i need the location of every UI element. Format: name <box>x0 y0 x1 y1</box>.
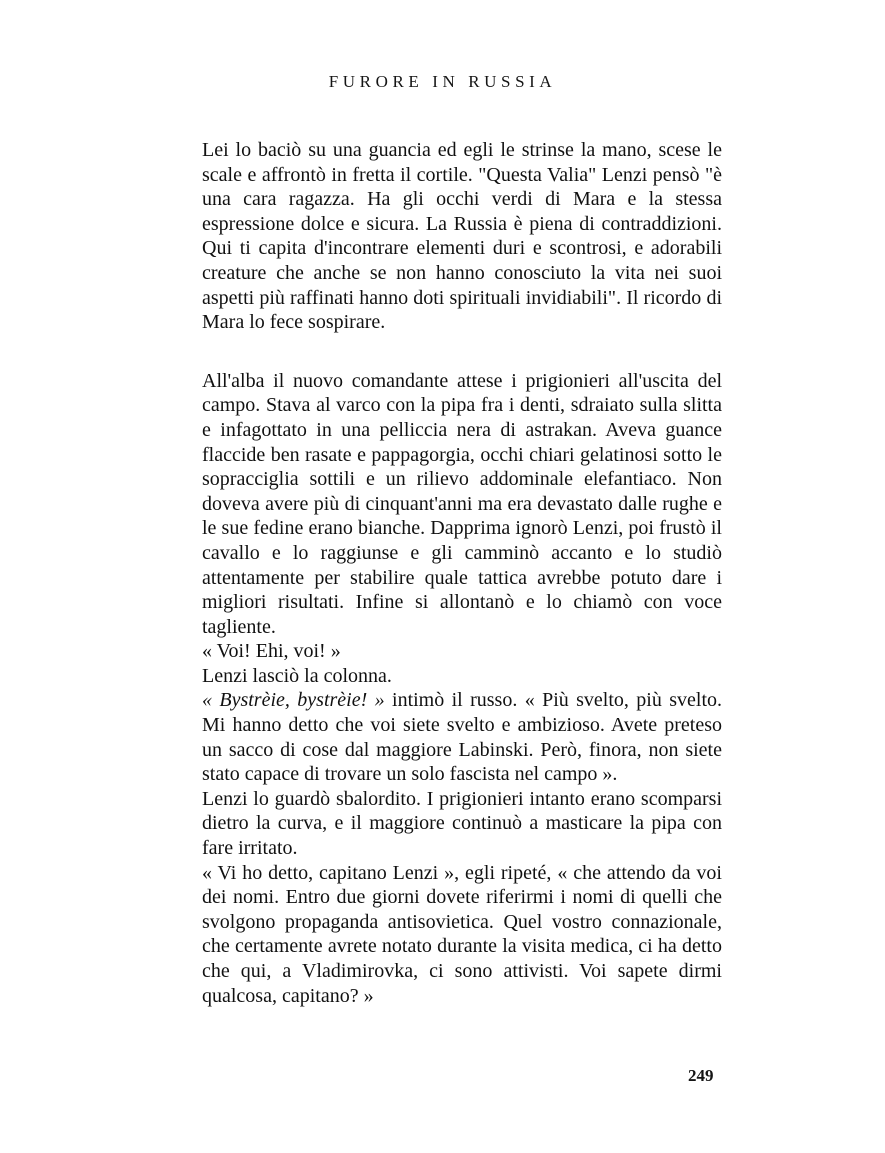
paragraph-7: « Vi ho detto, capitano Lenzi », egli ripeté, « che attendo da voi dei nomi. Entro due giorni dovete riferirmi i nomi di quelli che svolgono propaganda antisovietica. Quel vostro connazionale, che certamente avrete notato durante la visita medica, ci ha detto che qui, a Vladimirovka, ci sono attivisti. Voi sapete dirmi qualcosa, capitano? » <box>202 861 722 1007</box>
paragraph-3: « Voi! Ehi, voi! » <box>202 640 341 663</box>
paragraph-5 <box>202 688 722 786</box>
page-number: 249 <box>688 1066 714 1085</box>
paragraph-1: Lei lo baciò su una guancia ed egli le strinse la mano, scese le scale e affrontò in fretta il cortile. "Questa Valia" Lenzi pensò "è una cara ragazza. Ha gli occhi verdi di Mara e la stessa espressione dolce e sicura. La Russia è piena di contraddizioni. Qui ti capita d'incontrare elementi duri e scontrosi, e adorabili creature che anche se non hanno conosciuto la vita nei suoi aspetti più raffinati hanno doti spirituali invidiabili". Il ricordo di Mara lo fece sospirare. <box>202 139 722 334</box>
paragraph-5-text: intimò il russo. « Più svelto, più svelto. Mi hanno detto che voi siete svelto e ambizioso. Avete preteso un sacco di cose dal maggiore Labinski. Però, finora, non siete stato capace di trovare un solo fascista nel campo ». <box>202 689 723 786</box>
paragraph-4: Lenzi lasciò la colonna. <box>202 664 392 687</box>
running-header-title: FURORE IN RUSSIA <box>328 72 557 91</box>
paragraph-6: Lenzi lo guardò sbalordito. I prigionieri intanto erano scomparsi dietro la curva, e il maggiore continuò a masticare la pipa con fare irritato. <box>202 787 722 860</box>
italic-russian-phrase: « Bystrèie, bystrèie! » <box>202 689 385 712</box>
paragraph-2: All'alba il nuovo comandante attese i prigionieri all'uscita del campo. Stava al varco con la pipa fra i denti, sdraiato sulla slitta e infagottato in una pelliccia nera di astrakan. Aveva guance flaccide ben rasate e pappagorgia, occhi chiari gelatinosi sotto le sopracciglia sottili e un rilievo addominale elefantiaco. Non doveva avere più di cinquant'anni ma era devastato dalle rughe e le sue fedine erano bianche. Dapprima ignorò Lenzi, poi frustò il cavallo e lo raggiunse e gli camminò accanto e lo studiò attentamente per stabilire quale tattica avrebbe potuto dare i migliori risultati. Infine si allontanò e lo chiamò con voce tagliente. <box>202 369 722 638</box>
body-text <box>202 138 722 1008</box>
section-break <box>202 335 722 369</box>
